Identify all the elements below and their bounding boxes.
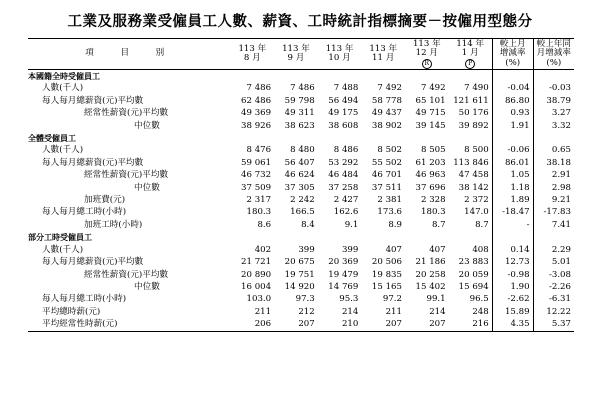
value-cell: 9.1 [344, 219, 359, 230]
value-cell: 38 142 [458, 182, 489, 193]
table-row [28, 95, 574, 107]
value-cell [449, 132, 493, 144]
header-pct-line: 月增減率 [536, 48, 571, 59]
value-cell: 46 701 [371, 170, 402, 181]
value-cell: 39 145 [415, 120, 446, 131]
value-cell: 216 [449, 318, 493, 331]
yoy-change-cell: 9.21 [533, 194, 574, 206]
value-cell: 8.9 [388, 219, 402, 230]
value-cell: 121 611 [453, 95, 489, 106]
row-label: 經常性薪資(元)平均數 [84, 269, 169, 280]
header-pct-line: 增減率 [499, 48, 526, 59]
mom-change-cell [492, 70, 533, 83]
table-header-row [28, 39, 574, 70]
table-row [28, 107, 574, 119]
value-cell: 180.3 [246, 207, 272, 218]
yoy-change-cell: 7.41 [533, 219, 574, 231]
mom-change-cell [492, 231, 533, 243]
value-cell: 15 402 [415, 281, 446, 292]
value-cell: 20 369 [328, 257, 359, 268]
row-label: 加班工時(小時) [84, 219, 143, 230]
value-cell: 407 [429, 244, 446, 255]
mom-change-cell: 1.05 [492, 169, 533, 181]
header-month: 8 月 [243, 53, 261, 63]
value-cell [405, 70, 449, 83]
value-cell: 97.2 [382, 294, 402, 305]
value-cell: 61 203 [415, 157, 446, 168]
row-label: 平均總時薪(元) [42, 306, 101, 317]
value-cell [449, 231, 493, 243]
value-cell: 147.0 [464, 207, 489, 218]
row-label: 經常性薪資(元)平均數 [84, 170, 169, 181]
value-cell: 20 890 [241, 269, 272, 280]
value-cell: 212 [298, 306, 315, 317]
value-cell [361, 132, 405, 144]
value-cell: 49 369 [241, 108, 272, 119]
value-cell: 16 004 [241, 281, 272, 292]
value-cell: 20 675 [284, 257, 315, 268]
table-row [28, 244, 574, 256]
header-month-col [231, 39, 275, 70]
value-cell: 8.7 [431, 219, 446, 230]
value-cell: 95.3 [339, 294, 359, 305]
yoy-change-cell: 2.98 [533, 182, 574, 194]
mom-change-cell: 1.90 [492, 281, 533, 293]
row-label: 經常性薪資(元)平均數 [84, 108, 169, 119]
yoy-change-cell: 5.01 [533, 256, 574, 268]
yoy-change-cell: -0.03 [533, 82, 574, 94]
mom-change-cell: 1.89 [492, 194, 533, 206]
yoy-change-cell: -17.83 [533, 206, 574, 218]
value-cell: 8 502 [377, 145, 402, 156]
header-year: 114 年 [456, 38, 485, 49]
value-cell: 55 502 [371, 157, 402, 168]
yoy-change-cell: 3.27 [533, 107, 574, 119]
yoy-change-cell: 5.37 [533, 318, 574, 331]
row-label: 每人每月總工時(小時) [42, 294, 127, 305]
table-row [28, 318, 574, 331]
value-cell [274, 70, 318, 83]
header-year: 113 年 [282, 43, 310, 54]
row-label: 全體受僱員工 [28, 133, 76, 144]
section-header-row [28, 231, 574, 243]
header-pct-line: 較上年同 [536, 38, 571, 49]
value-cell: 206 [231, 318, 275, 331]
header-month: 1 月 [461, 48, 479, 58]
yoy-change-cell: -2.26 [533, 281, 574, 293]
header-year: 113 年 [325, 43, 354, 54]
header-month: 12 月 [415, 48, 438, 58]
value-cell [274, 231, 318, 243]
mom-change-cell: -2.62 [492, 293, 533, 305]
row-label: 人數(千人) [42, 83, 84, 94]
value-cell [231, 231, 275, 243]
value-cell: 56 494 [328, 95, 359, 106]
value-cell: 65 101 [415, 95, 446, 106]
value-cell [361, 231, 405, 243]
value-cell [318, 231, 362, 243]
table-row [28, 182, 574, 194]
mom-change-cell: 86.80 [492, 95, 533, 107]
mom-change-cell: 15.89 [492, 306, 533, 318]
value-cell: 210 [318, 318, 362, 331]
yoy-change-cell: 2.91 [533, 169, 574, 181]
value-cell: 59 798 [284, 95, 315, 106]
row-label: 每人每月總薪資(元)平均數 [42, 95, 144, 106]
value-cell: 8.6 [257, 219, 272, 230]
value-cell: 8.4 [301, 219, 315, 230]
value-cell: 7 488 [333, 83, 359, 94]
value-cell: 20 258 [415, 269, 446, 280]
header-pct-col [533, 39, 574, 70]
value-cell: 19 479 [328, 269, 359, 280]
page-title: 工業及服務業受僱員工人數、薪資、工時統計指標摘要－按僱用型態分 [67, 13, 533, 30]
value-cell: 46 624 [284, 170, 315, 181]
value-cell: 248 [472, 306, 489, 317]
value-cell: 7 492 [421, 83, 446, 94]
value-cell: 37 305 [284, 182, 315, 193]
mom-change-cell: -0.04 [492, 82, 533, 94]
yoy-change-cell: -3.08 [533, 269, 574, 281]
value-cell: 20 059 [458, 269, 489, 280]
value-cell: 211 [385, 306, 402, 317]
value-cell: 8 486 [333, 145, 359, 156]
mom-change-cell: 0.93 [492, 107, 533, 119]
row-label: 中位數 [134, 120, 160, 131]
value-cell: 2 381 [377, 195, 402, 206]
value-cell: 2 427 [333, 195, 359, 206]
yoy-change-cell: 38.79 [533, 95, 574, 107]
value-cell: 49 175 [328, 108, 359, 119]
row-label: 加班費(元) [84, 195, 126, 206]
yoy-change-cell [533, 70, 574, 83]
value-cell: 7 486 [246, 83, 272, 94]
value-cell: 399 [341, 244, 359, 255]
header-month-col [318, 39, 362, 70]
value-cell: 58 778 [371, 95, 402, 106]
value-cell: 37 696 [415, 182, 446, 193]
value-cell: 2 372 [464, 195, 489, 206]
table-row [28, 281, 574, 293]
value-cell: 37 258 [328, 182, 359, 193]
row-label: 人數(千人) [42, 145, 84, 156]
value-cell [231, 70, 275, 83]
value-cell: 21 721 [241, 257, 272, 268]
revised-mark: R [422, 59, 432, 69]
header-month-col [449, 39, 493, 70]
value-cell [231, 132, 275, 144]
value-cell: 408 [472, 244, 489, 255]
value-cell: 19 751 [284, 269, 315, 280]
value-cell [361, 70, 405, 83]
header-year: 113 年 [412, 38, 441, 49]
yoy-change-cell: 12.22 [533, 306, 574, 318]
value-cell [449, 70, 493, 83]
value-cell: 23 883 [458, 257, 489, 268]
mom-change-cell: 4.35 [492, 318, 533, 331]
mom-change-cell: 1.18 [492, 182, 533, 194]
mom-change-cell: - [492, 219, 533, 231]
row-label: 中位數 [134, 182, 160, 193]
value-cell: 7 486 [290, 83, 315, 94]
yoy-change-cell: 2.29 [533, 244, 574, 256]
yoy-change-cell: 38.18 [533, 157, 574, 169]
mom-change-cell: -18.47 [492, 206, 533, 218]
value-cell: 99.1 [426, 294, 446, 305]
yoy-change-cell: -6.31 [533, 293, 574, 305]
value-cell: 8 476 [246, 145, 272, 156]
row-label: 每人每月總工時(小時) [42, 207, 127, 218]
value-cell [318, 132, 362, 144]
value-cell: 38 623 [284, 120, 315, 131]
table-row [28, 269, 574, 281]
value-cell: 211 [254, 306, 272, 317]
value-cell: 8.7 [475, 219, 489, 230]
mom-change-cell [492, 132, 533, 144]
value-cell: 207 [405, 318, 449, 331]
value-cell: 214 [341, 306, 359, 317]
header-month-col [274, 39, 318, 70]
value-cell: 399 [298, 244, 315, 255]
value-cell: 53 292 [328, 157, 359, 168]
row-label: 本國籍全時受僱員工 [28, 71, 100, 81]
value-cell: 7 492 [377, 83, 402, 94]
value-cell: 46 484 [328, 170, 359, 181]
header-pct-line: (%) [546, 57, 562, 68]
value-cell: 180.3 [421, 207, 446, 218]
value-cell: 2 317 [246, 195, 272, 206]
header-pct-col [492, 39, 533, 70]
table-row [28, 120, 574, 132]
header-item-label: 項 目 別 [28, 39, 231, 70]
value-cell: 39 892 [458, 120, 489, 131]
value-cell: 103.0 [246, 294, 272, 305]
value-cell: 38 926 [241, 120, 272, 131]
row-label: 平均經常性時薪(元) [28, 318, 231, 331]
summary-table [28, 38, 574, 332]
table-row [28, 194, 574, 206]
value-cell: 14 920 [284, 281, 315, 292]
value-cell: 173.6 [377, 207, 402, 218]
value-cell: 162.6 [333, 207, 359, 218]
value-cell: 8 505 [421, 145, 446, 156]
mom-change-cell: 86.01 [492, 157, 533, 169]
mom-change-cell: 12.73 [492, 256, 533, 268]
value-cell: 19 835 [371, 269, 402, 280]
row-label: 人數(千人) [42, 244, 84, 255]
yoy-change-cell [533, 231, 574, 243]
table-row [28, 144, 574, 156]
value-cell: 37 511 [371, 182, 402, 193]
value-cell: 38 608 [328, 120, 359, 131]
row-label: 每人每月總薪資(元)平均數 [42, 157, 144, 168]
header-year: 113 年 [238, 43, 267, 54]
value-cell: 49 437 [371, 108, 402, 119]
value-cell: 207 [274, 318, 318, 331]
value-cell: 46 963 [415, 170, 446, 181]
header-month: 11 月 [372, 53, 395, 63]
value-cell: 2 328 [421, 195, 446, 206]
header-month-col [405, 39, 449, 70]
value-cell: 14 769 [328, 281, 359, 292]
mom-change-cell: -0.98 [492, 269, 533, 281]
value-cell: 62 486 [241, 95, 272, 106]
mom-change-cell: -0.06 [492, 144, 533, 156]
value-cell: 47 458 [458, 170, 489, 181]
value-cell: 15 694 [458, 281, 489, 292]
table-row [28, 206, 574, 218]
header-month: 10 月 [328, 53, 351, 63]
mom-change-cell: 0.14 [492, 244, 533, 256]
table-row [28, 169, 574, 181]
row-label: 每人每月總薪資(元)平均數 [42, 257, 144, 268]
yoy-change-cell: 0.65 [533, 144, 574, 156]
header-month-col [361, 39, 405, 70]
section-header-row [28, 132, 574, 144]
table-row [28, 256, 574, 268]
value-cell [405, 231, 449, 243]
value-cell: 37 509 [241, 182, 272, 193]
value-cell: 2 242 [290, 195, 315, 206]
value-cell: 20 506 [371, 257, 402, 268]
value-cell: 49 311 [284, 108, 315, 119]
value-cell: 207 [361, 318, 405, 331]
value-cell: 56 407 [284, 157, 315, 168]
header-month: 9 月 [287, 53, 305, 63]
value-cell: 15 165 [371, 281, 402, 292]
value-cell: 7 490 [464, 83, 489, 94]
mom-change-cell: 1.91 [492, 120, 533, 132]
value-cell: 8 480 [290, 145, 315, 156]
value-cell: 166.5 [290, 207, 315, 218]
value-cell: 97.3 [295, 294, 315, 305]
section-header-row [28, 70, 574, 83]
value-cell: 96.5 [469, 294, 489, 305]
header-pct-line: 較上月 [499, 38, 526, 49]
value-cell: 46 732 [241, 170, 272, 181]
value-cell: 8 500 [464, 145, 489, 156]
table-row [28, 293, 574, 305]
value-cell: 21 186 [415, 257, 446, 268]
value-cell: 50 176 [458, 108, 489, 119]
value-cell: 38 902 [371, 120, 402, 131]
table-row [28, 306, 574, 318]
table-row [28, 219, 574, 231]
value-cell: 407 [385, 244, 402, 255]
header-year: 113 年 [369, 43, 398, 54]
row-label: 部分工時受僱員工 [28, 232, 92, 243]
value-cell: 214 [429, 306, 446, 317]
value-cell: 113 846 [453, 157, 489, 168]
table-row [28, 82, 574, 94]
row-label: 中位數 [134, 281, 160, 292]
yoy-change-cell [533, 132, 574, 144]
table-row [28, 157, 574, 169]
table-body [28, 70, 574, 332]
value-cell: 49 715 [415, 108, 446, 119]
value-cell [405, 132, 449, 144]
value-cell: 402 [254, 244, 272, 255]
value-cell: 59 061 [241, 157, 272, 168]
yoy-change-cell: 3.32 [533, 120, 574, 132]
preliminary-mark: P [465, 59, 475, 69]
value-cell [318, 70, 362, 83]
value-cell [274, 132, 318, 144]
header-pct-line: (%) [505, 57, 521, 68]
